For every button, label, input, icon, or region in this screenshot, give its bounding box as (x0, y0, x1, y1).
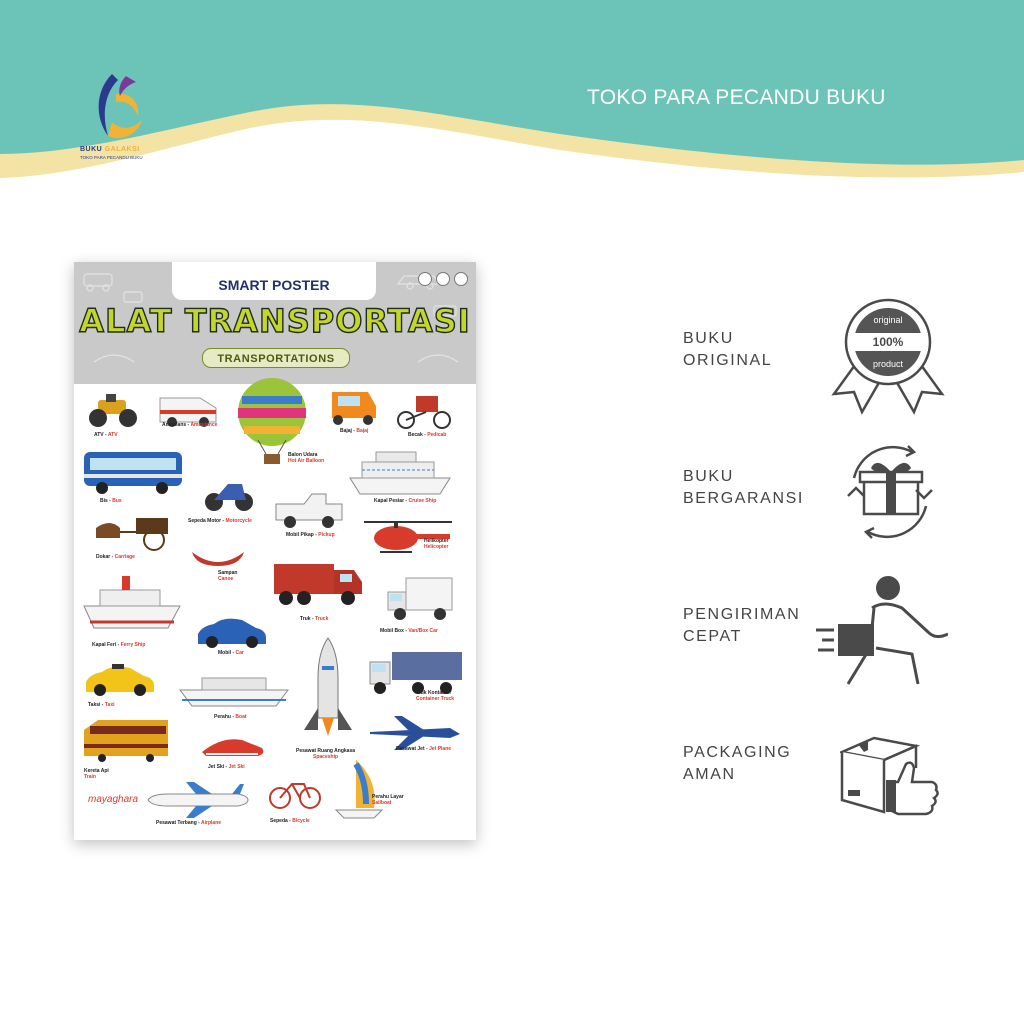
poster-title: ALAT TRANSPORTASI (79, 302, 471, 340)
original-badge-icon (830, 296, 946, 416)
caption-atv: ATV - ATV (94, 432, 118, 438)
store-logo[interactable] (80, 72, 160, 162)
quality-badge-icon (454, 272, 468, 286)
bicycle-icon (268, 770, 322, 814)
caption-spaceship: Pesawat Ruang Angkasa Spaceship (296, 748, 356, 760)
atv-icon (86, 390, 140, 430)
poster-subtitle-pill (202, 348, 350, 368)
carriage-icon (92, 512, 176, 552)
caption-ambulance: Ambulans - Ambulance (162, 422, 218, 428)
caption-jetplane: Pesawat Jet - Jet Plane (396, 746, 452, 752)
feature-guarantee: BUKU BERGARANSI (683, 468, 804, 507)
caption-jetski: Jet Ski - Jet Ski (208, 764, 245, 770)
airplane-icon (146, 780, 250, 820)
pickup-icon (272, 490, 346, 530)
caption-van: Mobil Box - Van/Box Car (380, 628, 438, 634)
badge-percent: 100% (872, 335, 904, 349)
smart-poster-label: SMART POSTER (172, 262, 376, 300)
caption-car: Mobil - Car (218, 650, 244, 656)
caption-bajaj: Bajaj - Bajaj (340, 428, 369, 434)
logo-wordmark (80, 146, 140, 153)
helicopter-icon (360, 516, 456, 556)
poster-body (74, 384, 476, 840)
taxi-icon (82, 662, 158, 698)
caption-canoe: Sampan Canoe (218, 570, 238, 582)
feature-original: BUKU ORIGINAL (683, 330, 773, 369)
caption-bus: Bis - Bus (100, 498, 122, 504)
publisher-badge-icon (418, 272, 432, 286)
caption-balloon: Balon Udara Hot Air Balloon (288, 452, 325, 464)
boat-icon (178, 672, 290, 710)
box-thumbs-up-icon (840, 734, 944, 816)
caption-ferry: Kapal Feri - Ferry Ship (92, 642, 146, 648)
car-icon (194, 614, 270, 648)
logo-mark-icon (86, 72, 150, 144)
feature-fast-delivery: PENGIRIMAN CEPAT (683, 606, 801, 645)
badge-top-text: original (873, 315, 903, 325)
bajaj-icon (326, 384, 382, 428)
caption-cruise: Kapal Pesiar - Cruise Ship (374, 498, 437, 504)
delivery-man-icon (814, 574, 948, 692)
poster-subtitle: TRANSPORTATIONS (217, 353, 335, 365)
ferry-icon (82, 570, 182, 636)
train-icon (82, 716, 172, 764)
caption-helicopter: Helikopter Helicopter (424, 538, 449, 550)
logo-word-galaksi: GALAKSI (104, 146, 140, 153)
caption-truck: Truk - Truck (300, 616, 329, 622)
caption-motorcycle: Sepeda Motor - Motorcycle (188, 518, 252, 524)
publisher-logo: mayaghara (88, 794, 139, 805)
poster-header (74, 262, 476, 384)
ministry-badge-icon (436, 272, 450, 286)
caption-pickup: Mobil Pikap - Pickup (286, 532, 335, 538)
caption-sailboat: Perahu Layar Sailboat (372, 794, 404, 806)
caption-airplane: Pesawat Terbang - Airplane (156, 820, 222, 826)
caption-container: Truk Kontainer Container Truck (416, 690, 455, 702)
caption-taxi: Taksi - Taxi (88, 702, 115, 708)
motorcycle-icon (204, 472, 254, 514)
logo-word-buku: BUKU (80, 146, 103, 153)
van-icon (386, 574, 454, 624)
gift-exchange-icon (840, 442, 940, 542)
feature-safe-packaging: PACKAGING AMAN (683, 744, 792, 783)
caption-pedicab: Becak - Pedicab (408, 432, 447, 438)
caption-train: Kereta Api Train (84, 768, 109, 780)
jet-ski-icon (198, 732, 268, 762)
truck-icon (270, 554, 366, 612)
spaceship-icon (300, 636, 356, 748)
badge-bottom-text: product (872, 359, 904, 369)
cruise-ship-icon (348, 448, 452, 498)
store-title: TOKO PARA PECANDU BUKU (587, 86, 886, 109)
pedicab-icon (396, 390, 456, 430)
product-poster (74, 262, 476, 840)
logo-tagline: TOKO PARA PECANDU BUKU (80, 155, 143, 160)
bus-icon (82, 448, 186, 496)
sailboat-icon (330, 756, 386, 822)
caption-bicycle: Sepeda - Bicycle (270, 818, 310, 824)
caption-boat: Perahu - Boat (214, 714, 247, 720)
caption-dokar: Dokar - Carriage (96, 554, 135, 560)
